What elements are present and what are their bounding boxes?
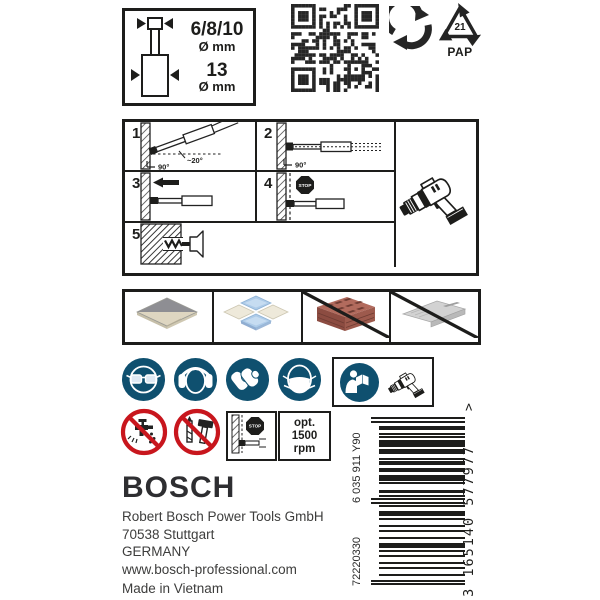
size-labels (181, 20, 253, 94)
shank-unit: Ø mm (198, 79, 236, 95)
instruction-step-5 (125, 223, 396, 267)
article-code: 6 035 911 Y90 (351, 432, 363, 503)
step-5-drawing (125, 223, 394, 265)
speed-line-3: rpm (293, 442, 316, 455)
green-dot-recycling-icon (389, 6, 433, 50)
instruction-step-2 (257, 122, 396, 172)
speed-line-1: opt. (293, 416, 316, 429)
pap-code: 21 (454, 22, 466, 33)
wear-gloves-icon (226, 358, 269, 401)
material-mosaic-tile (214, 292, 303, 342)
step-4-drawing (257, 172, 394, 221)
no-hammer-drilling-icon (173, 408, 221, 456)
head-sizes: 6/8/10 (190, 18, 244, 40)
step-2-drawing (257, 122, 394, 170)
instruction-step-4 (257, 172, 396, 223)
materials-box (122, 289, 481, 345)
shank-size: 13 (206, 59, 228, 81)
perpendicular-label: 90° (158, 162, 170, 170)
head-unit: Ø mm (198, 38, 236, 54)
stop-label: STOP (298, 183, 312, 189)
ceramic-tile-icon (125, 292, 210, 337)
drill-driver-icon (397, 134, 469, 256)
stop-label: STOP (248, 423, 262, 429)
no-water-icon (120, 408, 168, 456)
usage-instructions-box (122, 119, 479, 276)
instruction-step-3 (125, 172, 257, 223)
stop-before-breakthrough-icon (226, 411, 277, 461)
step-number: 1 (132, 125, 141, 142)
ean-number (460, 403, 478, 597)
material-brick-crossed (303, 292, 392, 342)
pap-label: PAP (447, 45, 473, 59)
wear-eye-protection-icon (122, 358, 165, 401)
step-number: 4 (264, 175, 273, 192)
bosch-logo: BOSCH (122, 471, 236, 504)
step-number: 3 (132, 175, 141, 192)
ean-barcode (371, 417, 465, 585)
ean-end-mark: > (461, 403, 477, 412)
speed-line-2: 1500 (291, 429, 318, 442)
step-3-drawing (125, 172, 255, 221)
step-number: 2 (264, 125, 273, 142)
wear-dust-mask-icon (278, 358, 321, 401)
drill-bit-size-box (122, 8, 256, 106)
material-ceramic-tile (125, 292, 214, 342)
mosaic-tile-icon (214, 292, 299, 337)
tool-requirements-box (332, 357, 434, 407)
ean-digits: 3 165140 577977 (461, 445, 477, 597)
not-suitable-cross (303, 292, 390, 338)
company-name: Robert Bosch Power Tools GmbH (122, 509, 324, 524)
drill-bit-diagram-icon (129, 14, 181, 100)
angle-label: ~20° (187, 156, 203, 165)
drill-driver-icon (386, 361, 426, 403)
step-1-drawing (125, 122, 255, 170)
country-of-origin: Made in Vietnam (122, 581, 224, 596)
website-url: www.bosch-professional.com (122, 561, 297, 577)
wear-ear-protection-icon (174, 358, 217, 401)
batch-code: 72220330 (351, 537, 363, 586)
optimal-speed-box (278, 411, 331, 461)
instruction-step-1 (125, 122, 257, 172)
manufacturer-address (122, 508, 324, 578)
qr-code (291, 4, 379, 92)
perpendicular-label: 90° (295, 160, 307, 170)
drill-driver-cell (396, 122, 470, 267)
street: 70538 Stuttgart (122, 526, 215, 542)
read-manual-icon (340, 363, 379, 402)
step-number: 5 (132, 226, 141, 243)
not-suitable-cross (391, 292, 478, 338)
country: GERMANY (122, 544, 191, 559)
material-sheet-metal-crossed (391, 292, 478, 342)
pap-recycling-mark (437, 2, 483, 59)
